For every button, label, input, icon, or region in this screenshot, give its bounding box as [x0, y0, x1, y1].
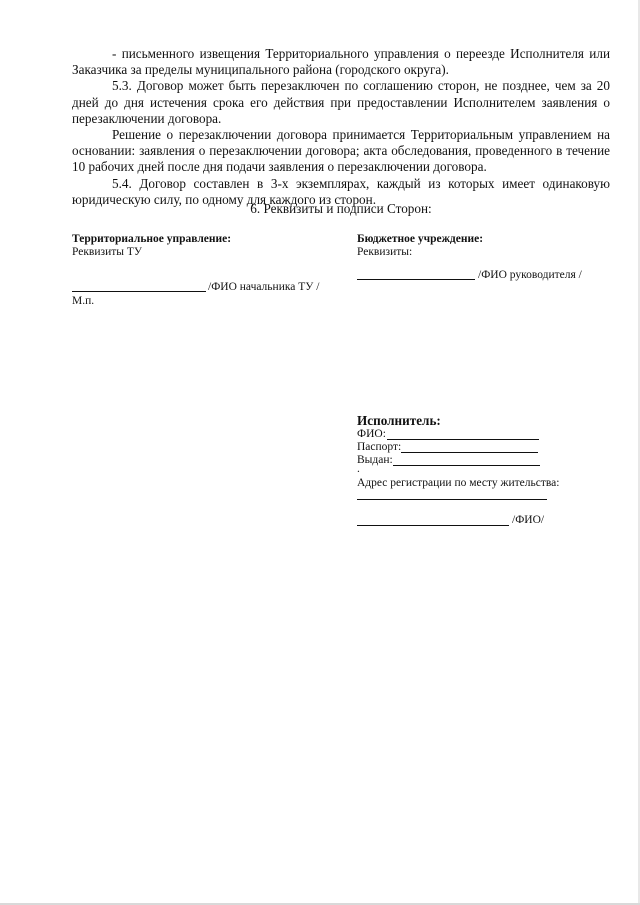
left-signature-caption: /ФИО начальника ТУ / — [208, 281, 320, 293]
executor-dot: . — [357, 463, 360, 475]
executor-passport-line — [401, 452, 538, 453]
executor-title: Исполнитель: — [357, 413, 441, 428]
executor-fio-label: ФИО: — [357, 428, 386, 440]
left-party-title: Территориальное управление: — [72, 233, 232, 245]
executor-issued-label: Выдан: — [357, 454, 393, 466]
section-title: 6. Реквизиты и подписи Сторон: — [250, 201, 432, 216]
right-party-title: Бюджетное учреждение: — [357, 233, 484, 245]
paragraph-5-3: 5.3. Договор может быть перезаключен по соглашению сторон, не позднее, чем за 20 дней до дня истечения срока его действия при предоставлении Исполнителем заявления о перезаключении договора. — [72, 78, 610, 126]
paragraph-termination-notice: - письменного извещения Территориального управления о переезде Исполнителя или Заказчика за пределы муниципального района (городского округа). — [72, 46, 610, 78]
paragraph-5-4: 5.4. Договор составлен в 3-х экземплярах, каждый из которых имеет одинаковую юридическую силу, по одному для каждого из сторон. — [72, 175, 610, 207]
executor-issued-line — [393, 465, 540, 466]
right-signature-line — [357, 279, 475, 280]
executor-signature-caption: /ФИО/ — [512, 514, 545, 526]
left-party-requisites: Реквизиты ТУ — [72, 246, 143, 258]
stamp-label: М.п. — [72, 295, 95, 307]
right-signature-caption: /ФИО руководителя / — [478, 269, 582, 281]
executor-fio-line — [387, 439, 539, 440]
paragraph-decision: Решение о перезаключении договора принимается Территориальным управлением на основании: заявления о перезаключении договора; акта обследования, проведенного в течение 10 рабочих дней после дня подачи заявления о перезаключении договора. — [72, 127, 610, 175]
executor-signature-line — [357, 525, 509, 526]
right-party-requisites: Реквизиты: — [357, 246, 413, 258]
executor-passport-label: Паспорт: — [357, 441, 402, 453]
executor-address-label: Адрес регистрации по месту жительства: — [357, 477, 560, 489]
contract-text — [72, 46, 610, 208]
left-signature-line — [72, 291, 206, 292]
executor-address-line — [357, 499, 547, 500]
